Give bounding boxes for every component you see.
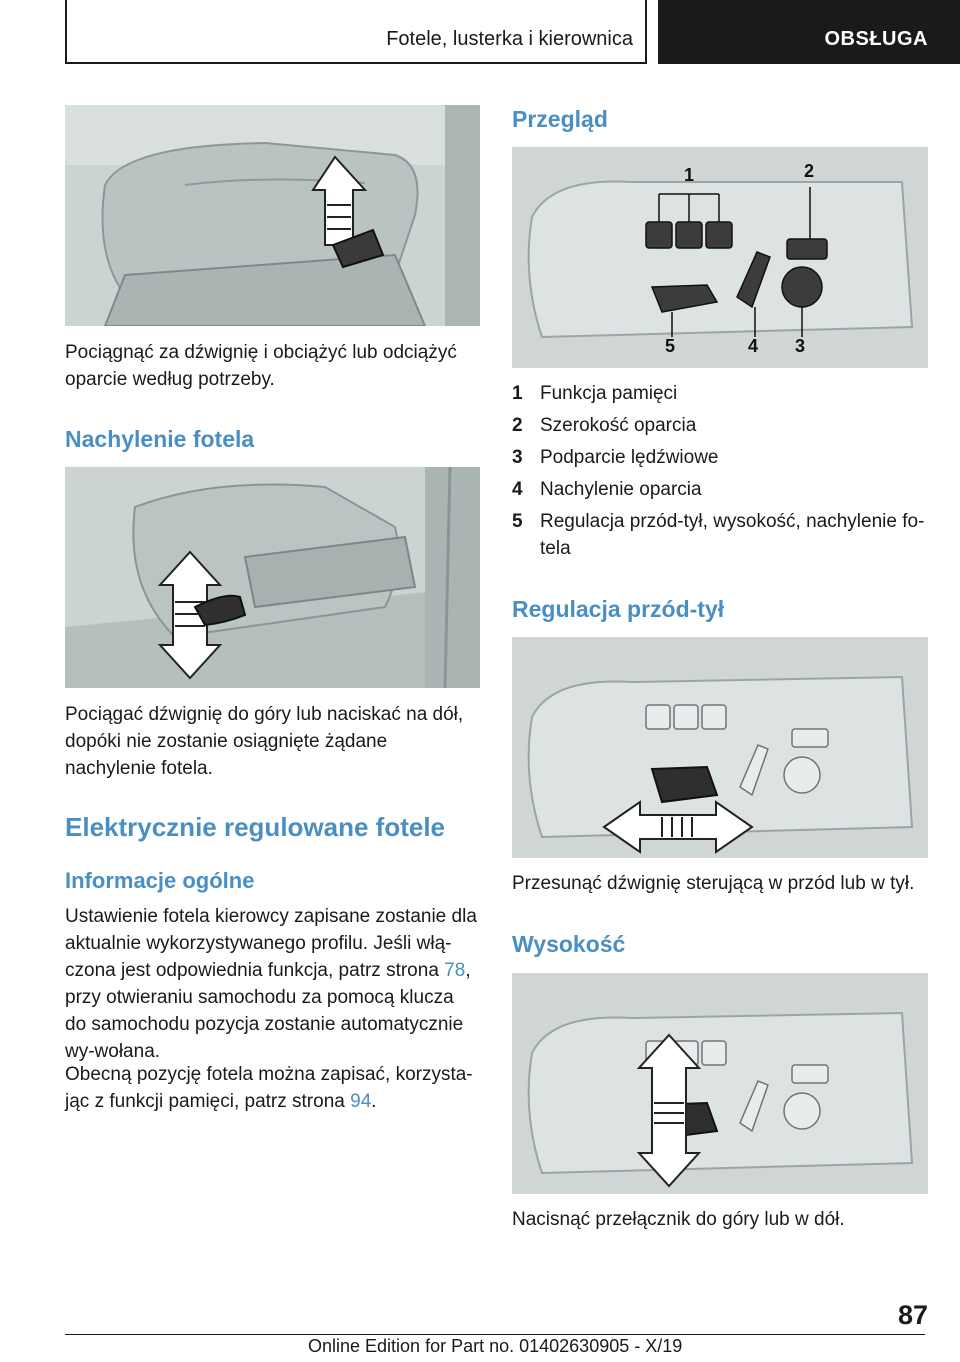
- footer-divider: [65, 1334, 925, 1335]
- heading-general-info: Informacje ogólne: [65, 868, 255, 893]
- seat-tilt-illustration: [65, 467, 480, 688]
- backrest-lever-illustration: [65, 105, 480, 326]
- height-instruction: Nacisnąć przełącznik do góry lub w dół.: [512, 1209, 845, 1230]
- page-number: 87: [897, 1300, 928, 1330]
- callout-1: 1: [684, 165, 695, 185]
- backrest-instruction: Pociągnąć za dźwignię i obciążyć lub odciążyć oparcie według potrzeby.: [65, 342, 457, 390]
- header-section-title: Fotele, lusterka i kierownica: [386, 28, 633, 50]
- heading-overview: Przegląd: [512, 106, 608, 132]
- seat-tilt-figure: [65, 467, 480, 688]
- legend-item: 4 Nachylenie oparcia: [512, 479, 702, 500]
- heading-height: Wysokość: [512, 931, 626, 957]
- heading-fore-aft: Regulacja przód-tył: [512, 596, 725, 622]
- header-chapter-tab: [658, 0, 960, 64]
- callout-2: 2: [804, 161, 815, 181]
- callout-3: 3: [795, 336, 806, 356]
- legend-item: 1 Funkcja pamięci: [512, 383, 678, 404]
- fore-aft-figure: [512, 637, 928, 858]
- fore-aft-illustration: [512, 637, 928, 858]
- seat-controls-overview-figure: [512, 147, 928, 368]
- backrest-lever-figure: [65, 105, 480, 326]
- seat-tilt-instruction: Pociągać dźwignię do góry lub naciskać na dół, dopóki nie zostanie osiągnięte żądane nachylenie fotela.: [65, 704, 464, 779]
- legend-item: 3 Podparcie lędźwiowe: [512, 447, 719, 468]
- header-section-box: [65, 0, 647, 64]
- footer-edition: Online Edition for Part no. 01402630905 - X/19: [308, 1336, 683, 1356]
- callout-4: 4: [748, 336, 759, 356]
- legend-item: 5 Regulacja przód-tył, wysokość, nachylenie fo-tela: [512, 511, 925, 559]
- fore-aft-instruction: Przesunąć dźwignię sterującą w przód lub w tył.: [512, 873, 915, 894]
- height-figure: [512, 973, 928, 1194]
- heading-seat-tilt: Nachylenie fotela: [65, 426, 255, 452]
- callout-5: 5: [665, 336, 676, 356]
- controls-legend: [512, 380, 928, 567]
- memory-paragraph: Obecną pozycję fotela można zapisać, korzysta-jąc z funkcji pamięci, patrz strona 94.: [65, 1064, 473, 1112]
- seat-controls-illustration: [512, 147, 928, 368]
- height-illustration: [512, 973, 928, 1194]
- header-chapter-title: OBSŁUGA: [824, 28, 928, 50]
- heading-electric-seats: Elektrycznie regulowane fotele: [65, 812, 446, 842]
- general-info-paragraph: Ustawienie fotela kierowcy zapisane zostanie dla aktualnie wykorzystywanego profilu. Jeśli włą-czona jest odpowiednia funkcja, patrz strona 78, przy otwieraniu samochodu za pomocą klucza do samochodu pozycja zostanie automatycznie wy-wołana.: [65, 906, 477, 1062]
- legend-item: 2 Szerokość oparcia: [512, 415, 697, 436]
- page-94-link[interactable]: 94: [350, 1091, 372, 1112]
- page-78-link[interactable]: 78: [444, 960, 466, 981]
